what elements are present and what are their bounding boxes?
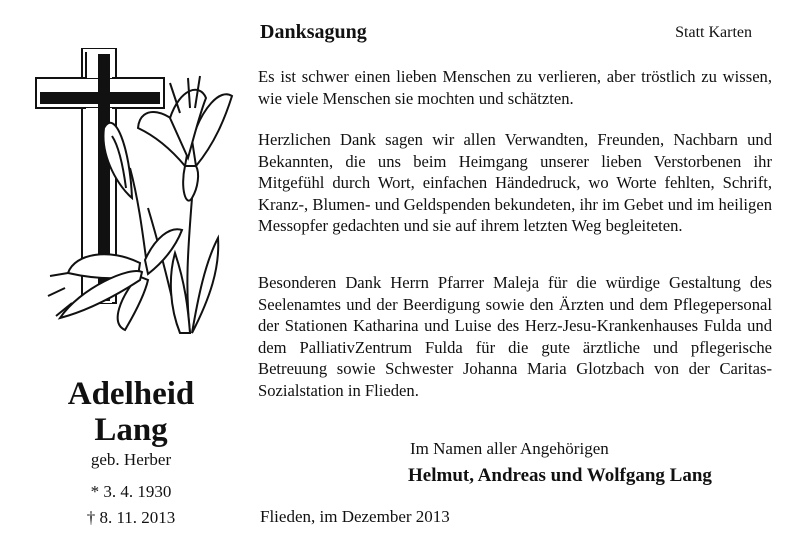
deceased-birth-name: geb. Herber [90, 450, 172, 469]
deceased-last-name: Lang [94, 412, 168, 448]
place-and-date: Flieden, im Dezember 2013 [260, 507, 450, 526]
lily-flowers-icon [48, 76, 232, 333]
notice-paragraph: Herzlichen Dank sagen wir allen Verwandten, Freunden, Nachbarn und Bekannten, die uns beim Heimgang unserer lieben Verstorbenen ihr Mitgefühl durch Wort, einfachen Händedruck, wo Worte fehlten, Schrift, Kranz-, Blumen- und Geldspenden bekundeten, ihr im Gebet und im heiligen Messopfer gedachten und sie auf ihrem letzten Weg begleiteten. [258, 130, 772, 236]
closing-line: Im Namen aller Angehörigen [410, 439, 609, 458]
notice-title: Danksagung [260, 21, 367, 43]
deceased-first-name: Adelheid [67, 376, 195, 412]
deceased-panel [0, 0, 262, 546]
notice-paragraph: Es ist schwer einen lieben Menschen zu verlieren, aber tröstlich zu wissen, wie viele Menschen sie mochten und schätzten. [258, 67, 772, 108]
signers: Helmut, Andreas und Wolfgang Lang [408, 465, 712, 486]
instead-of-cards-note: Statt Karten [675, 24, 752, 41]
cross-with-lilies-icon [20, 48, 235, 338]
death-date: † 8. 11. 2013 [86, 508, 176, 527]
notice-paragraph: Besonderen Dank Herrn Pfarrer Maleja für die würdige Gestaltung des Seelenamtes und der Beerdigung sowie den Ärzten und dem Pflegepersonal der Stationen Katharina und Luise des Herz-Jesu-Krankenhauses Fulda und dem PalliativZentrum Fulda für die gute ärztliche und pflegerische Betreuung sowie Schwester Johanna Maria Glotzbach von der Caritas-Sozialstation in Flieden. [258, 273, 772, 400]
birth-date: * 3. 4. 1930 [90, 482, 172, 501]
